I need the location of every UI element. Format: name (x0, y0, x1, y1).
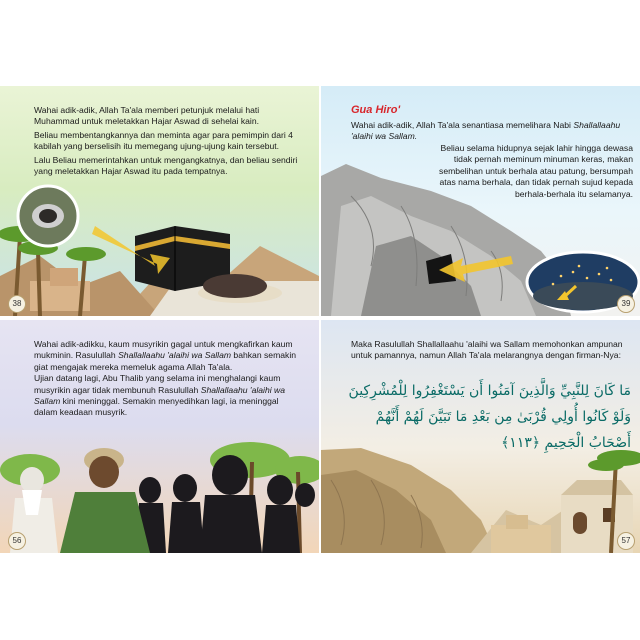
page-38 (0, 86, 319, 316)
page-number: 57 (617, 532, 635, 550)
paragraph: Wahai adik-adikku, kaum musyrikin gagal untuk mengkafirkan kaum mukminin. Rasulullah Shallallaahu 'alaihi wa Sallam bahkan semakin giat mengajak mereka memeluk agama Allah Ta'ala. (34, 339, 297, 372)
man-green-robe (60, 448, 150, 553)
page-38-text (34, 105, 306, 177)
paragraph: Wahai adik-adik, Allah Ta'ala memberi petunjuk melalui hati Muhammad untuk meletakkan Hajar Aswad di sehelai kain. (34, 105, 260, 127)
paragraph: Lalu Beliau memerintahkan untuk mengangkatnya, dan beliau sendiri yang meletakkan Hajar Aswad itu pada tempatnya. (34, 154, 298, 177)
page-number: 38 (8, 295, 26, 313)
page-39-body: Beliau selama hidupnya sejak lahir hingga dewasa tidak pernah meminum minuman keras, makan sembelihan untuk berhala atau patung, bersumpah atas nama berhala, dan tidak pernah sujud kepada berhala-berhala itu selamanya. (439, 143, 633, 199)
paragraph: Ujian datang lagi, Abu Thalib yang selama ini menghalangi kaum musyrikin agar tidak membunuh Rasulullah Shallallaahu 'alaihi wa Sallam kini meninggal. Semakin menyedihkan lagi, ia meninggal dalam keadaan musyrik. (34, 373, 286, 418)
text-honorific: Shallallaahu 'alaihi wa Sallam. (351, 120, 621, 142)
quran-verse (337, 378, 631, 456)
page-39 (321, 86, 640, 316)
page-number: 39 (617, 295, 635, 313)
page-number: 56 (8, 532, 26, 550)
page-57 (321, 320, 640, 553)
page-39-heading: Gua Hiro' (351, 104, 401, 116)
text-intro: Wahai adik-adik, Allah Ta'ala senantiasa memelihara Nabi (351, 120, 571, 130)
page-56-text (34, 339, 304, 419)
verse-line: مَا كَانَ لِلنَّبِيِّ وَالَّذِينَ آمَنُوا أَن يَسْتَغْفِرُوا لِلْمُشْرِكِينَ (348, 383, 631, 399)
page-56 (0, 320, 319, 553)
page-57-text: Maka Rasulullah Shallallaahu 'alaihi wa Sallam memohonkan ampunan untuk pamannya, namun Allah Ta'ala melarangnya dengan firman-Nya: (351, 339, 623, 361)
paragraph: Beliau membentangkannya dan meminta agar para pemimpin dari 4 kabilah yang berselisih itu memegang ujung-ujung kain tersebut. (34, 129, 293, 152)
verse-line: وَلَوْ كَانُوا أُولِي قُرْبَىٰ مِن بَعْدِ مَا تَبَيَّنَ لَهُمْ أَنَّهُمْ (375, 409, 631, 425)
verse-line: أَصْحَابُ الْجَحِيمِ ﴿١١٣﴾ (501, 435, 631, 451)
page-39-text (351, 120, 633, 143)
